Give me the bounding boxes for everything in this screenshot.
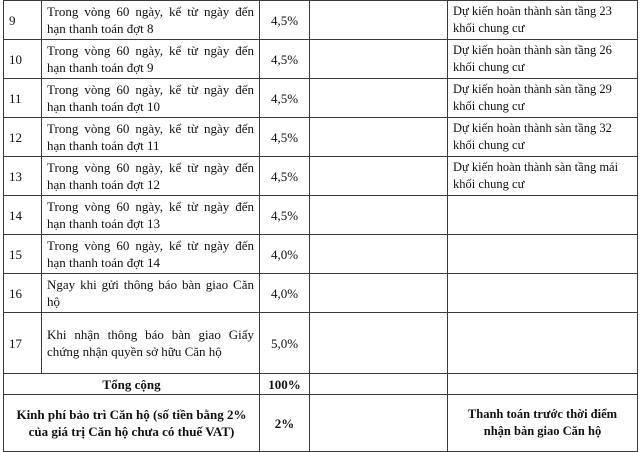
table-row <box>4 1 638 40</box>
table-row <box>4 235 638 274</box>
table-row <box>4 313 638 374</box>
progress-note <box>448 313 638 374</box>
empty-cell <box>310 40 448 79</box>
empty-cell <box>310 235 448 274</box>
table-row <box>4 118 638 157</box>
payment-percent: 4,5% <box>260 1 310 40</box>
payment-term: Trong vòng 60 ngày, kể từ ngày đến hạn thanh toán đợt 11 <box>42 118 260 157</box>
payment-percent: 4,0% <box>260 235 310 274</box>
row-number: 15 <box>4 235 42 274</box>
table-row <box>4 196 638 235</box>
row-number: 10 <box>4 40 42 79</box>
payment-term: Khi nhận thông báo bàn giao Giấy chứng nhận quyền sở hữu Căn hộ <box>42 313 260 374</box>
progress-note: Dự kiến hoàn thành sàn tầng 29 khối chung cư <box>448 79 638 118</box>
payment-percent: 4,5% <box>260 157 310 196</box>
table-row <box>4 274 638 313</box>
empty-cell <box>310 274 448 313</box>
empty-cell <box>310 374 448 395</box>
row-number: 12 <box>4 118 42 157</box>
payment-term: Trong vòng 60 ngày, kể từ ngày đến hạn thanh toán đợt 10 <box>42 79 260 118</box>
total-label: Tổng cộng <box>4 374 260 395</box>
payment-schedule-table <box>3 0 638 452</box>
payment-term: Trong vòng 60 ngày, kể từ ngày đến hạn thanh toán đợt 9 <box>42 40 260 79</box>
row-number: 9 <box>4 1 42 40</box>
progress-note: Dự kiến hoàn thành sàn tầng 32 khối chung cư <box>448 118 638 157</box>
maintenance-percent: 2% <box>260 395 310 452</box>
empty-cell <box>310 1 448 40</box>
row-number: 17 <box>4 313 42 374</box>
table-row <box>4 157 638 196</box>
payment-percent: 4,0% <box>260 274 310 313</box>
total-percent: 100% <box>260 374 310 395</box>
payment-percent: 4,5% <box>260 196 310 235</box>
row-number: 16 <box>4 274 42 313</box>
empty-cell <box>310 313 448 374</box>
payment-term: Trong vòng 60 ngày, kể từ ngày đến hạn thanh toán đợt 12 <box>42 157 260 196</box>
progress-note: Dự kiến hoàn thành sàn tầng 23 khối chung cư <box>448 1 638 40</box>
payment-term: Trong vòng 60 ngày, kể từ ngày đến hạn thanh toán đợt 14 <box>42 235 260 274</box>
maintenance-row <box>4 395 638 452</box>
progress-note <box>448 196 638 235</box>
payment-percent: 4,5% <box>260 40 310 79</box>
table-row <box>4 79 638 118</box>
progress-note <box>448 274 638 313</box>
row-number: 11 <box>4 79 42 118</box>
total-row <box>4 374 638 395</box>
empty-cell <box>448 374 638 395</box>
maintenance-label: Kinh phí bảo trì Căn hộ (số tiền bằng 2% của giá trị Căn hộ chưa có thuế VAT) <box>4 395 260 452</box>
table-row <box>4 40 638 79</box>
progress-note: Dự kiến hoàn thành sàn tầng mái khối chung cư <box>448 157 638 196</box>
payment-term: Trong vòng 60 ngày, kể từ ngày đến hạn thanh toán đợt 8 <box>42 1 260 40</box>
empty-cell <box>310 79 448 118</box>
maintenance-note: Thanh toán trước thời điểm nhận bàn giao Căn hộ <box>448 395 638 452</box>
payment-percent: 4,5% <box>260 79 310 118</box>
progress-note <box>448 235 638 274</box>
empty-cell <box>310 157 448 196</box>
empty-cell <box>310 395 448 452</box>
empty-cell <box>310 118 448 157</box>
payment-term: Ngay khi gửi thông báo bàn giao Căn hộ <box>42 274 260 313</box>
row-number: 13 <box>4 157 42 196</box>
payment-percent: 4,5% <box>260 118 310 157</box>
payment-term: Trong vòng 60 ngày, kể từ ngày đến hạn thanh toán đợt 13 <box>42 196 260 235</box>
progress-note: Dự kiến hoàn thành sàn tầng 26 khối chung cư <box>448 40 638 79</box>
row-number: 14 <box>4 196 42 235</box>
empty-cell <box>310 196 448 235</box>
payment-percent: 5,0% <box>260 313 310 374</box>
